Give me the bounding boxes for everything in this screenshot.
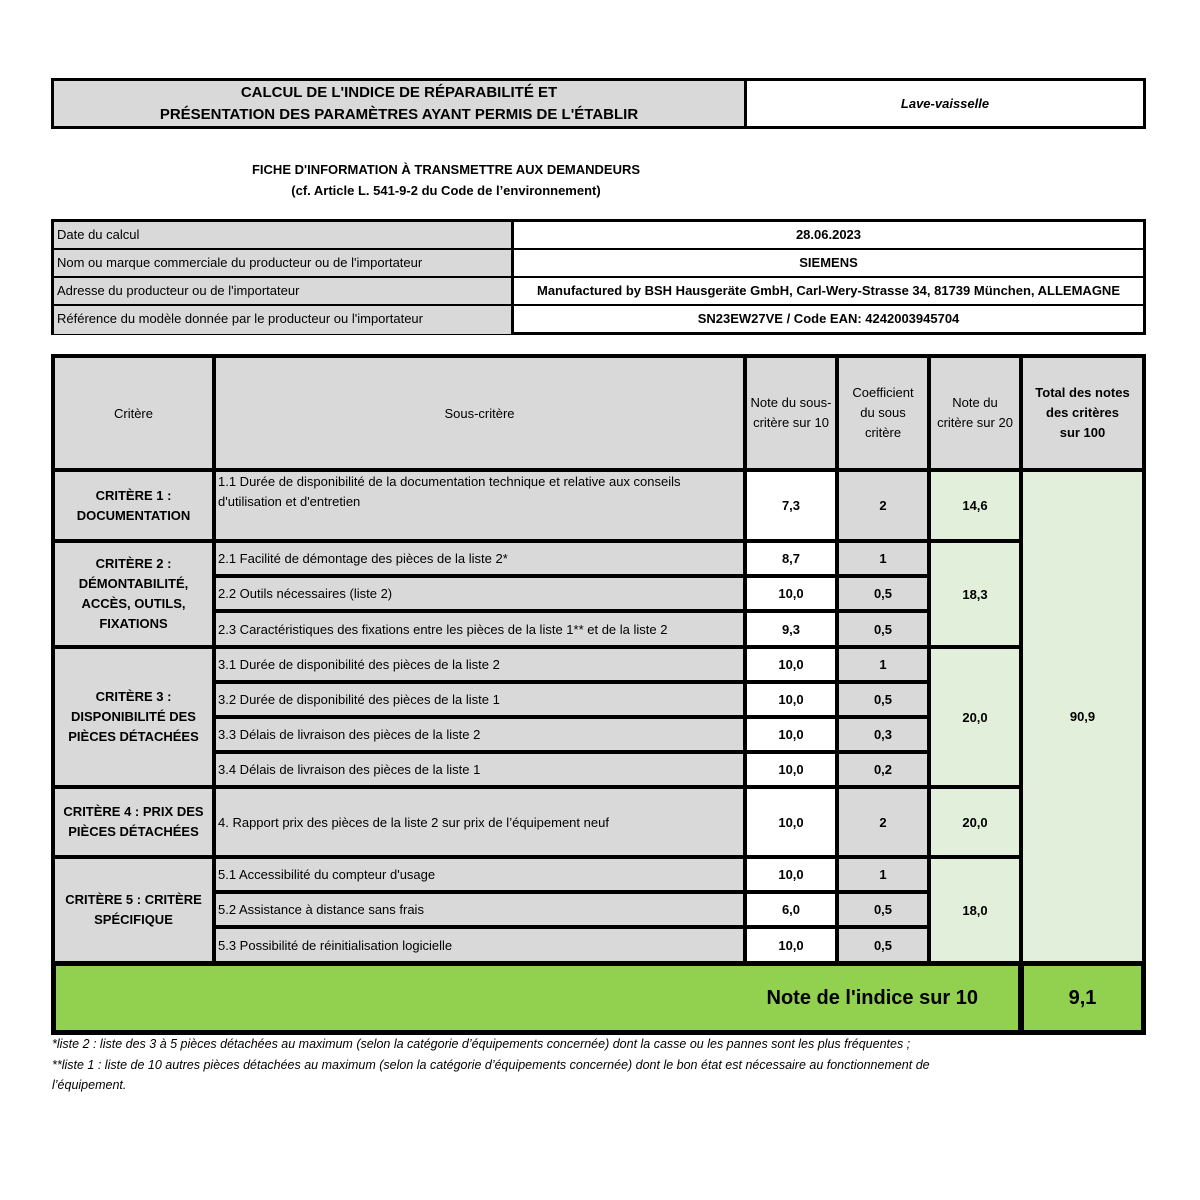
criterion-name-line: CRITÈRE 3 : [95, 689, 172, 704]
criterion-2-note20: 18,3 [929, 541, 1021, 647]
header-line: critère sur 10 [753, 415, 829, 430]
coef-3-2: 0,5 [837, 682, 929, 717]
criterion-2-name [53, 541, 214, 647]
note-3-2: 10,0 [745, 682, 837, 717]
info-label: Nom ou marque commerciale du producteur ou de l'importateur [54, 250, 514, 276]
criterion-name-line: CRITÈRE 2 : [95, 556, 172, 571]
criterion-4-name [53, 787, 214, 857]
subcriterion-3-4: 3.4 Délais de livraison des pièces de la liste 1 [214, 752, 745, 787]
subcriterion-5-3: 5.3 Possibilité de réinitialisation logicielle [214, 927, 745, 963]
coef-3-1: 1 [837, 647, 929, 682]
info-row-address [54, 278, 1143, 306]
total-score-100: 90,9 [1021, 470, 1144, 963]
note-3-4: 10,0 [745, 752, 837, 787]
header-total [1021, 356, 1144, 470]
report-title-line2: PRÉSENTATION DES PARAMÈTRES AYANT PERMIS DE L'ÉTABLIR [159, 105, 639, 123]
info-value: SIEMENS [799, 255, 858, 270]
subcriterion-4: 4. Rapport prix des pièces de la liste 2 sur prix de l’équipement neuf [214, 787, 745, 857]
index-label: Note de l'indice sur 10 [53, 963, 1021, 1033]
info-label: Référence du modèle donnée par le producteur ou l'importateur [54, 306, 514, 334]
header-coefficient [837, 356, 929, 470]
criterion-name-line: CRITÈRE 4 : PRIX DES [63, 804, 204, 819]
criterion-5-note20: 18,0 [929, 857, 1021, 963]
coef-1-1: 2 [837, 470, 929, 541]
criterion-4-note20: 20,0 [929, 787, 1021, 857]
header-line: des critères [1046, 405, 1119, 420]
subcriterion-label-line: 1.1 Durée de disponibilité de la documentation technique et relative aux conseils [218, 474, 681, 489]
info-value: SN23EW27VE / Code EAN: 4242003945704 [697, 311, 960, 326]
coef-2-1: 1 [837, 541, 929, 576]
subcriterion-5-2: 5.2 Assistance à distance sans frais [214, 892, 745, 927]
header-sous-critere: Sous-critère [214, 356, 745, 470]
criterion-name-line: PIÈCES DÉTACHÉES [68, 824, 199, 839]
info-value: Manufactured by BSH Hausgeräte GmbH, Carl-Wery-Strasse 34, 81739 München, ALLEMAGNE [537, 283, 1120, 298]
header-line: Note du sous- [750, 395, 832, 410]
subcriterion-2-3: 2.3 Caractéristiques des fixations entre les pièces de la liste 1** et de la liste 2 [214, 611, 745, 647]
header-line: sur 100 [1059, 425, 1106, 440]
header-critere: Critère [53, 356, 214, 470]
info-row-date [54, 222, 1143, 250]
info-label: Adresse du producteur ou de l'importateur [54, 278, 514, 304]
coef-3-3: 0,3 [837, 717, 929, 752]
criterion-1-note20: 14,6 [929, 470, 1021, 541]
note-2-1: 8,7 [745, 541, 837, 576]
criterion-5-name [53, 857, 214, 963]
footnote-liste2: *liste 2 : liste des 3 à 5 pièces détachées au maximum (selon la catégorie d’équipements concernée) dont la casse ou les pannes sont les plus fréquentes ; [52, 1037, 911, 1051]
info-label: Date du calcul [54, 222, 514, 248]
note-3-3: 10,0 [745, 717, 837, 752]
subcriterion-3-3: 3.3 Délais de livraison des pièces de la liste 2 [214, 717, 745, 752]
subcriterion-3-1: 3.1 Durée de disponibilité des pièces de la liste 2 [214, 647, 745, 682]
coef-5-2: 0,5 [837, 892, 929, 927]
header-line: Coefficient [852, 385, 914, 400]
note-2-3: 9,3 [745, 611, 837, 647]
header-line: du sous [860, 405, 906, 420]
header-line: critère sur 20 [937, 415, 1013, 430]
note-1-1: 7,3 [745, 470, 837, 541]
coef-4: 2 [837, 787, 929, 857]
note-5-3: 10,0 [745, 927, 837, 963]
criterion-3-name [53, 647, 214, 787]
coef-2-2: 0,5 [837, 576, 929, 611]
report-title [51, 78, 746, 129]
header-line: critère [864, 425, 902, 440]
criterion-name-line: CRITÈRE 1 : [95, 487, 172, 503]
header-note-sous-critere [745, 356, 837, 470]
index-value: 9,1 [1021, 963, 1144, 1033]
criterion-name-line: DISPONIBILITÉ DES [71, 709, 196, 724]
fiche-heading: FICHE D'INFORMATION À TRANSMETTRE AUX DEMANDEURS [251, 162, 641, 177]
coef-3-4: 0,2 [837, 752, 929, 787]
criterion-name-line: DOCUMENTATION [76, 507, 191, 523]
product-category [744, 78, 1146, 129]
subcriterion-5-1: 5.1 Accessibilité du compteur d'usage [214, 857, 745, 892]
product-category-text: Lave-vaisselle [900, 96, 990, 111]
header-line: Total des notes [1035, 385, 1130, 400]
info-table [51, 219, 1146, 335]
report-title-line1: CALCUL DE L'INDICE DE RÉPARABILITÉ ET [240, 83, 558, 101]
fiche-reference: (cf. Article L. 541-9-2 du Code de l’environnement) [291, 183, 601, 198]
criterion-name-line: FIXATIONS [99, 616, 168, 631]
footnote-liste1-continued: l’équipement. [52, 1078, 127, 1092]
note-2-2: 10,0 [745, 576, 837, 611]
note-3-1: 10,0 [745, 647, 837, 682]
subcriterion-label-line: d'utilisation et d'entretien [218, 494, 361, 509]
criterion-name-line: ACCÈS, OUTILS, [81, 596, 186, 611]
subcriterion-1-1 [214, 470, 745, 541]
note-4: 10,0 [745, 787, 837, 857]
criterion-name-line: PIÈCES DÉTACHÉES [68, 729, 199, 744]
coef-5-3: 0,5 [837, 927, 929, 963]
footnote-liste1: **liste 1 : liste de 10 autres pièces détachées au maximum (selon la catégorie d’équipements concernée) dont le bon état est nécessaire au fonctionnement de [52, 1058, 930, 1072]
subcriterion-2-1: 2.1 Facilité de démontage des pièces de la liste 2* [214, 541, 745, 576]
info-row-model [54, 306, 1143, 334]
coef-2-3: 0,5 [837, 611, 929, 647]
note-5-2: 6,0 [745, 892, 837, 927]
note-5-1: 10,0 [745, 857, 837, 892]
header-line: Note du [952, 395, 998, 410]
info-row-brand [54, 250, 1143, 278]
criterion-1-name [53, 470, 214, 541]
criterion-name-line: SPÉCIFIQUE [94, 912, 173, 927]
criterion-name-line: DÉMONTABILITÉ, [78, 576, 189, 591]
header-note-critere [929, 356, 1021, 470]
criterion-name-line: CRITÈRE 5 : CRITÈRE [65, 892, 202, 907]
subcriterion-2-2: 2.2 Outils nécessaires (liste 2) [214, 576, 745, 611]
info-value: 28.06.2023 [795, 227, 862, 242]
subcriterion-3-2: 3.2 Durée de disponibilité des pièces de la liste 1 [214, 682, 745, 717]
coef-5-1: 1 [837, 857, 929, 892]
criterion-3-note20: 20,0 [929, 647, 1021, 787]
